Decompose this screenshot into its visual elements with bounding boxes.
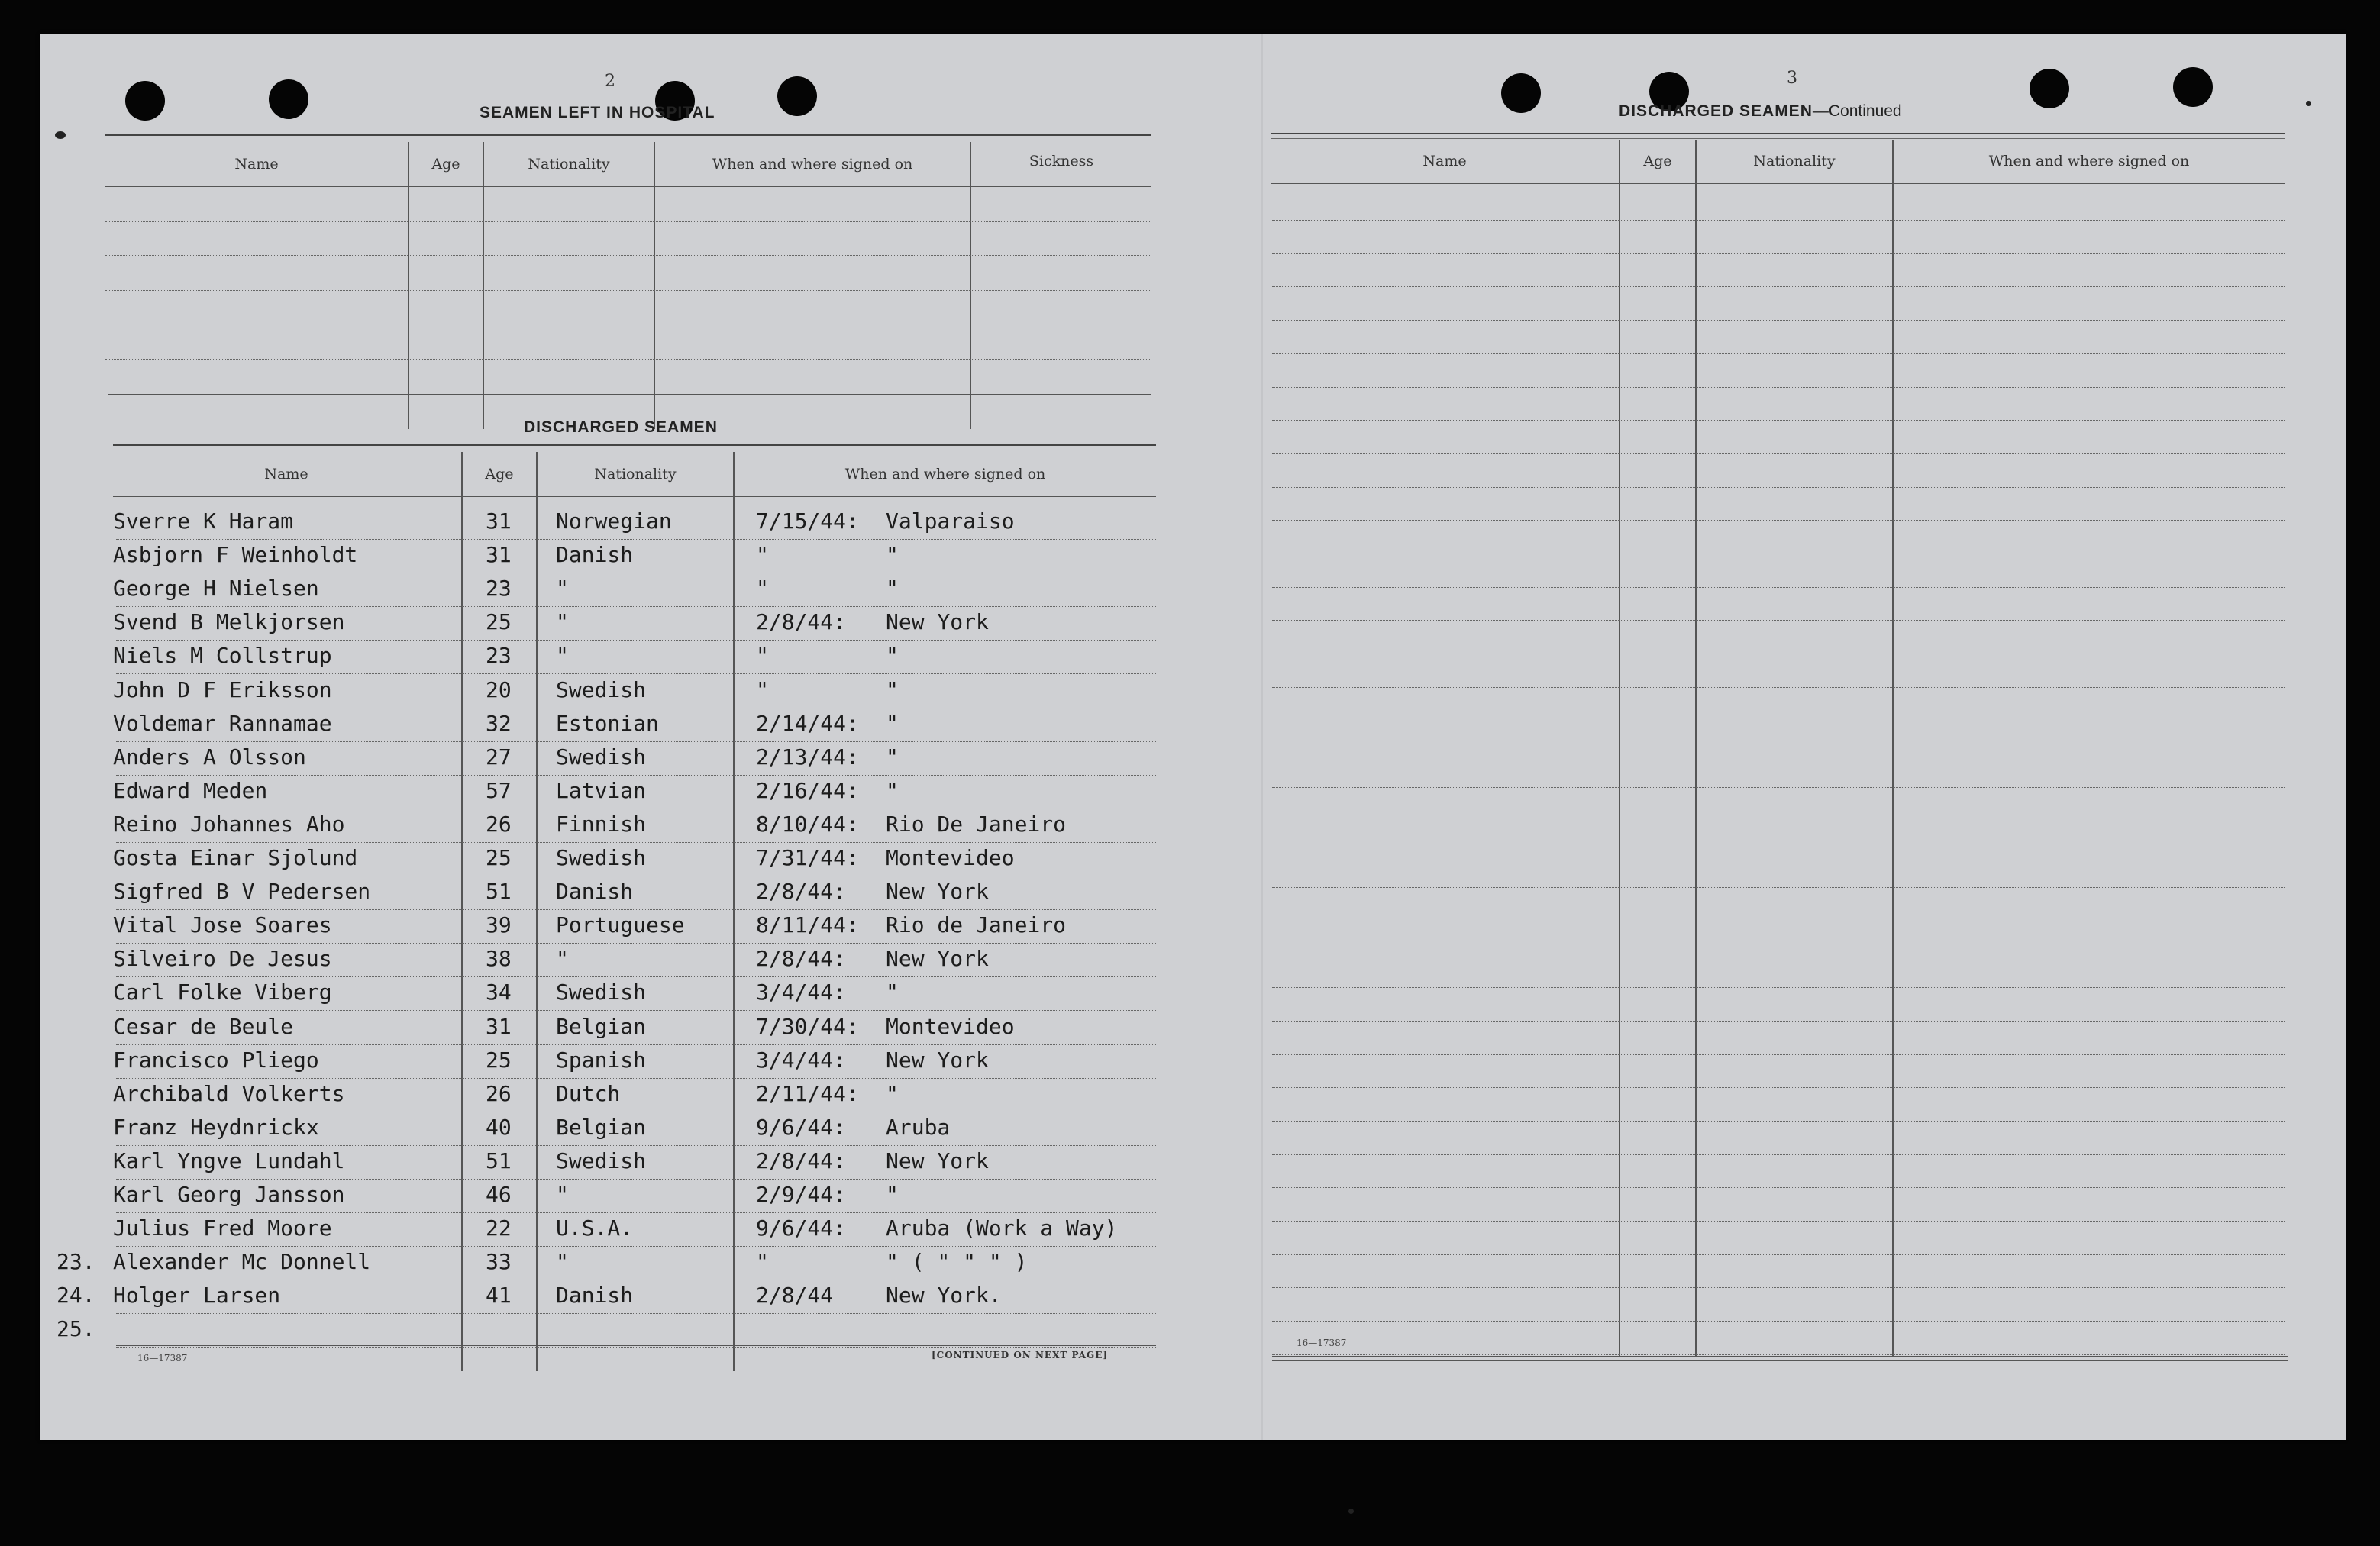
row-rule <box>116 943 1156 944</box>
seaman-age: 23 <box>486 576 512 602</box>
seaman-nationality: Dutch <box>556 1080 621 1106</box>
page-fold <box>1261 34 1263 1440</box>
right-header-rule <box>1271 183 2285 184</box>
seaman-name: John D F Eriksson <box>113 676 332 702</box>
seaman-nationality: " <box>556 643 569 669</box>
seaman-name: Anders A Olsson <box>113 744 306 770</box>
seaman-age: 46 <box>486 1182 512 1207</box>
row-number: 25. <box>57 1316 95 1342</box>
seaman-nationality: Danish <box>556 542 634 568</box>
seaman-name: Vital Jose Soares <box>113 912 332 938</box>
seaman-nationality: " <box>556 576 569 602</box>
right-col-divider <box>1619 140 1620 1357</box>
form-number-left: 16—17387 <box>137 1353 188 1364</box>
signed-on-place: New York <box>886 946 989 972</box>
discharged-col-divider <box>461 452 463 1371</box>
seaman-name: Edward Meden <box>113 777 268 803</box>
row-rule <box>1272 1187 2285 1188</box>
hospital-row-rule <box>105 359 1151 360</box>
seaman-name: Franz Heydnrickx <box>113 1114 319 1140</box>
row-rule <box>1272 1321 2285 1322</box>
hospital-header-sickness: Sickness <box>1029 153 1094 169</box>
hospital-top-rule <box>105 134 1151 140</box>
hospital-row-rule <box>105 255 1151 256</box>
signed-on-place: " <box>886 676 899 702</box>
signed-on-date: 2/14/44: <box>756 710 859 736</box>
row-rule <box>116 1313 1156 1314</box>
seaman-name: Cesar de Beule <box>113 1013 294 1039</box>
signed-on-place: New York <box>886 1147 989 1173</box>
right-title-continued: —Continued <box>1812 102 1902 120</box>
row-rule <box>1272 420 2285 421</box>
signed-on-place: " <box>886 980 899 1005</box>
row-rule <box>1272 220 2285 221</box>
row-rule <box>1272 887 2285 888</box>
signed-on-date: 8/10/44: <box>756 811 859 837</box>
ledger-sheet <box>40 34 2346 1440</box>
seaman-nationality: Belgian <box>556 1013 647 1039</box>
right-bottom-rule <box>1272 1360 2288 1361</box>
stray-mark <box>55 131 66 139</box>
row-rule <box>1272 453 2285 454</box>
discharged-top-rule <box>113 444 1156 450</box>
seaman-name: Holger Larsen <box>113 1283 281 1309</box>
row-rule <box>1272 1121 2285 1122</box>
signed-on-place: Aruba (Work a Way) <box>886 1215 1118 1241</box>
seaman-age: 25 <box>486 609 512 635</box>
seaman-age: 31 <box>486 1013 512 1039</box>
signed-on-date: 9/6/44: <box>756 1114 847 1140</box>
right-title-bold: DISCHARGED SEAMEN <box>1619 102 1813 120</box>
row-rule <box>116 741 1156 742</box>
continued-note: [CONTINUED ON NEXT PAGE] <box>932 1350 1109 1360</box>
discharged-col-divider <box>733 452 735 1371</box>
row-rule <box>1272 1021 2285 1022</box>
signed-on-date: " <box>756 576 769 602</box>
seaman-name: Svend B Melkjorsen <box>113 609 345 635</box>
signed-on-place: New York <box>886 1047 989 1073</box>
row-rule <box>1272 1221 2285 1222</box>
signed-on-date: " <box>756 643 769 669</box>
right-top-rule <box>1271 133 2285 139</box>
signed-on-date: 7/30/44: <box>756 1013 859 1039</box>
row-rule <box>1272 787 2285 788</box>
seaman-name: Karl Georg Jansson <box>113 1182 345 1207</box>
seaman-nationality: " <box>556 1249 569 1275</box>
punch-hole <box>2030 69 2069 108</box>
signed-on-place: New York <box>886 609 989 635</box>
row-rule <box>1272 1354 2285 1355</box>
signed-on-place: " <box>886 710 899 736</box>
row-rule <box>1272 286 2285 287</box>
seaman-nationality: Estonian <box>556 710 659 736</box>
seaman-nationality: Swedish <box>556 1147 647 1173</box>
signed-on-date: " <box>756 676 769 702</box>
right-header-name: Name <box>1423 153 1467 169</box>
signed-on-place: Valparaiso <box>886 508 1015 534</box>
signed-on-place: " <box>886 1182 899 1207</box>
signed-on-place: " <box>886 777 899 803</box>
signed-on-date: 9/6/44: <box>756 1215 847 1241</box>
seaman-name: Archibald Volkerts <box>113 1080 345 1106</box>
row-rule <box>1272 620 2285 621</box>
discharged-header-name: Name <box>264 466 308 483</box>
signed-on-date: 2/16/44: <box>756 777 859 803</box>
hospital-row-rule <box>105 290 1151 291</box>
hospital-header-nationality: Nationality <box>528 156 610 173</box>
seaman-nationality: Spanish <box>556 1047 647 1073</box>
seaman-nationality: Swedish <box>556 744 647 770</box>
signed-on-place: " ( " " " ) <box>886 1249 1028 1275</box>
seaman-name: Francisco Pliego <box>113 1047 319 1073</box>
seaman-age: 34 <box>486 980 512 1005</box>
seaman-age: 40 <box>486 1114 512 1140</box>
seaman-age: 22 <box>486 1215 512 1241</box>
right-header-nationality: Nationality <box>1753 153 1836 169</box>
row-rule <box>116 1010 1156 1011</box>
seaman-nationality: Latvian <box>556 777 647 803</box>
hospital-col-divider <box>970 142 971 429</box>
hospital-header-rule <box>105 186 1151 187</box>
seaman-nationality: U.S.A. <box>556 1215 634 1241</box>
row-rule <box>1272 320 2285 321</box>
seaman-nationality: Swedish <box>556 845 647 870</box>
hospital-col-divider <box>408 142 409 429</box>
signed-on-date: 2/8/44 <box>756 1283 834 1309</box>
discharged-header-age: Age <box>485 466 514 483</box>
discharged-title: DISCHARGED SEAMEN <box>524 418 718 436</box>
signed-on-date: 8/11/44: <box>756 912 859 938</box>
row-rule <box>1272 387 2285 388</box>
row-rule <box>116 1347 1156 1348</box>
row-rule <box>116 606 1156 607</box>
row-rule <box>1272 487 2285 488</box>
stray-mark <box>2306 101 2311 106</box>
seaman-name: Gosta Einar Sjolund <box>113 845 358 870</box>
punch-hole <box>777 76 817 116</box>
signed-on-date: 2/13/44: <box>756 744 859 770</box>
row-rule <box>1272 1254 2285 1255</box>
row-rule <box>1272 353 2285 354</box>
hospital-header-name: Name <box>234 156 279 173</box>
discharged-header-nationality: Nationality <box>594 466 677 483</box>
seaman-age: 41 <box>486 1283 512 1309</box>
seaman-nationality: Finnish <box>556 811 647 837</box>
row-rule <box>116 1145 1156 1146</box>
right-bottom-rule <box>1272 1356 2288 1357</box>
signed-on-place: Aruba <box>886 1114 951 1140</box>
seaman-age: 25 <box>486 1047 512 1073</box>
seaman-name: Karl Yngve Lundahl <box>113 1147 345 1173</box>
row-number: 23. <box>57 1249 95 1275</box>
page-number-right: 3 <box>1787 69 1797 88</box>
punch-hole <box>1501 73 1541 113</box>
row-rule <box>1272 587 2285 588</box>
row-rule <box>116 1078 1156 1079</box>
row-rule <box>116 775 1156 776</box>
seaman-name: Voldemar Rannamae <box>113 710 332 736</box>
seaman-nationality: Danish <box>556 1283 634 1309</box>
seaman-age: 57 <box>486 777 512 803</box>
hospital-col-divider <box>483 142 484 429</box>
hospital-header-age: Age <box>431 156 460 173</box>
row-rule <box>116 1212 1156 1213</box>
row-number: 24. <box>57 1283 95 1309</box>
seaman-name: George H Nielsen <box>113 576 319 602</box>
row-rule <box>1272 987 2285 988</box>
signed-on-date: 2/8/44: <box>756 1147 847 1173</box>
hospital-header-signed: When and where signed on <box>712 156 913 173</box>
seaman-name: Sigfred B V Pedersen <box>113 879 371 905</box>
row-rule <box>1272 1054 2285 1055</box>
seaman-age: 26 <box>486 1080 512 1106</box>
row-rule <box>116 640 1156 641</box>
discharged-header-signed: When and where signed on <box>844 466 1046 483</box>
seaman-name: Carl Folke Viberg <box>113 980 332 1005</box>
right-col-divider <box>1892 140 1894 1357</box>
seaman-age: 23 <box>486 643 512 669</box>
signed-on-place: " <box>886 1080 899 1106</box>
signed-on-date: 2/8/44: <box>756 946 847 972</box>
punch-hole <box>125 81 165 121</box>
right-page-title <box>1619 102 1902 121</box>
seaman-name: Julius Fred Moore <box>113 1215 332 1241</box>
row-rule <box>1272 687 2285 688</box>
right-header-signed: When and where signed on <box>1988 153 2190 169</box>
seaman-nationality: Danish <box>556 879 634 905</box>
seaman-nationality: " <box>556 609 569 635</box>
seaman-age: 26 <box>486 811 512 837</box>
signed-on-place: Montevideo <box>886 1013 1015 1039</box>
row-rule <box>116 976 1156 977</box>
row-rule <box>116 1246 1156 1247</box>
hospital-col-divider <box>654 142 655 429</box>
row-rule <box>1272 1087 2285 1088</box>
signed-on-date: 2/8/44: <box>756 879 847 905</box>
hospital-bottom-rule <box>108 394 1151 395</box>
signed-on-date: " <box>756 1249 769 1275</box>
signed-on-date: 7/15/44: <box>756 508 859 534</box>
signed-on-place: Rio de Janeiro <box>886 912 1067 938</box>
right-col-divider <box>1695 140 1697 1357</box>
row-rule <box>116 673 1156 674</box>
seaman-name: Niels M Collstrup <box>113 643 332 669</box>
row-rule <box>1272 1287 2285 1288</box>
stray-mark <box>1348 1509 1354 1514</box>
row-rule <box>116 539 1156 540</box>
seaman-nationality: Swedish <box>556 676 647 702</box>
seaman-age: 27 <box>486 744 512 770</box>
seaman-age: 51 <box>486 879 512 905</box>
seaman-age: 31 <box>486 542 512 568</box>
signed-on-date: 3/4/44: <box>756 980 847 1005</box>
signed-on-place: " <box>886 576 899 602</box>
signed-on-place: New York. <box>886 1283 1002 1309</box>
seaman-name: Asbjorn F Weinholdt <box>113 542 358 568</box>
punch-hole <box>2173 67 2213 107</box>
seaman-nationality: Belgian <box>556 1114 647 1140</box>
signed-on-place: " <box>886 643 899 669</box>
seaman-nationality: Swedish <box>556 980 647 1005</box>
seaman-nationality: " <box>556 1182 569 1207</box>
row-rule <box>1272 1154 2285 1155</box>
punch-hole <box>269 79 308 119</box>
seaman-age: 31 <box>486 508 512 534</box>
signed-on-place: " <box>886 542 899 568</box>
signed-on-date: 2/11/44: <box>756 1080 859 1106</box>
signed-on-date: " <box>756 542 769 568</box>
signed-on-date: 7/31/44: <box>756 845 859 870</box>
right-header-age: Age <box>1643 153 1672 169</box>
signed-on-place: " <box>886 744 899 770</box>
seaman-nationality: " <box>556 946 569 972</box>
row-rule <box>116 842 1156 843</box>
hospital-row-rule <box>105 221 1151 222</box>
seaman-name: Sverre K Haram <box>113 508 294 534</box>
seaman-nationality: Portuguese <box>556 912 685 938</box>
seaman-name: Alexander Mc Donnell <box>113 1249 371 1275</box>
form-number-right: 16—17387 <box>1297 1338 1347 1348</box>
seaman-age: 33 <box>486 1249 512 1275</box>
row-rule <box>1272 520 2285 521</box>
signed-on-date: 2/8/44: <box>756 609 847 635</box>
seaman-age: 32 <box>486 710 512 736</box>
row-rule <box>1272 253 2285 254</box>
seaman-age: 38 <box>486 946 512 972</box>
seaman-age: 25 <box>486 845 512 870</box>
signed-on-date: 3/4/44: <box>756 1047 847 1073</box>
signed-on-place: Montevideo <box>886 845 1015 870</box>
row-rule <box>116 1179 1156 1180</box>
seaman-name: Reino Johannes Aho <box>113 811 345 837</box>
discharged-header-rule <box>113 496 1156 497</box>
signed-on-place: New York <box>886 879 989 905</box>
discharged-bottom-rule <box>116 1345 1156 1346</box>
seaman-age: 20 <box>486 676 512 702</box>
signed-on-date: 2/9/44: <box>756 1182 847 1207</box>
signed-on-place: Rio De Janeiro <box>886 811 1067 837</box>
seaman-age: 51 <box>486 1147 512 1173</box>
row-rule <box>116 1044 1156 1045</box>
hospital-title: SEAMEN LEFT IN HOSPITAL <box>480 104 715 121</box>
discharged-col-divider <box>536 452 538 1371</box>
page-number-left: 2 <box>605 72 615 91</box>
seaman-age: 39 <box>486 912 512 938</box>
seaman-nationality: Norwegian <box>556 508 672 534</box>
row-rule <box>116 909 1156 910</box>
seaman-name: Silveiro De Jesus <box>113 946 332 972</box>
